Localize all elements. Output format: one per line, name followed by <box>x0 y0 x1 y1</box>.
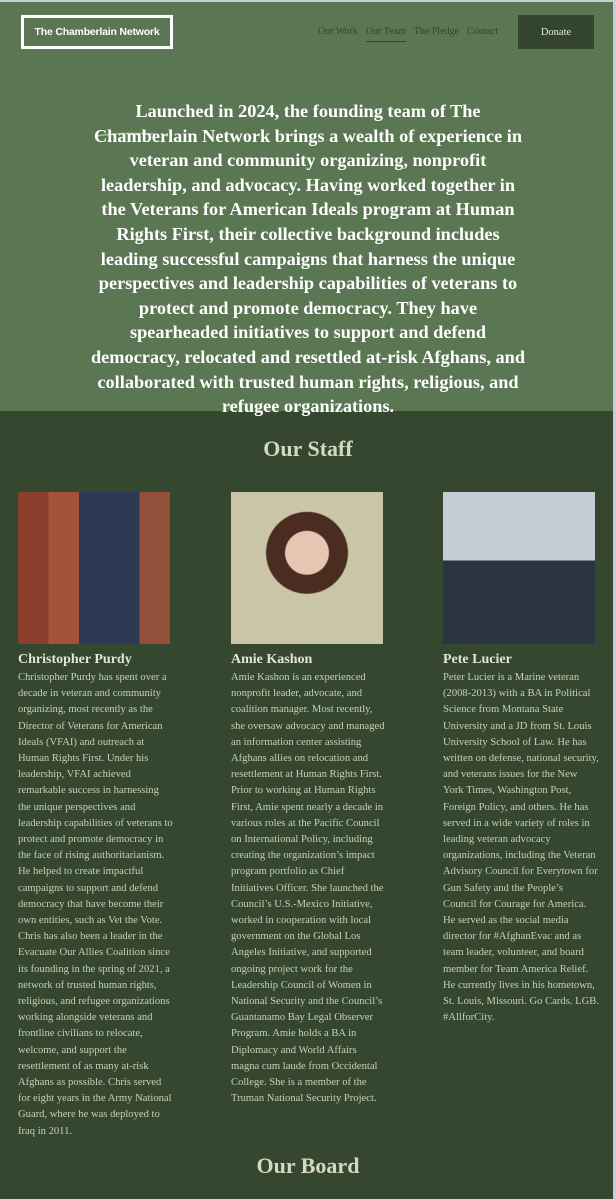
staff-card <box>18 492 174 1140</box>
staff-name: Amie Kashon <box>231 652 313 667</box>
staff-bio: Peter Lucier is a Marine veteran (2008-2013) with a BA in Political Science from Montana State University and a JD from St. Louis University School of Law. He has written on defense, national security, and veterans issues for the New York Times, Washington Post, Foreign Policy, and others. He has served in a wide variety of roles in leading veteran advocacy organizations, including the Veteran Advisory Council for Everytown for Gun Safety and the People’s Council for Courage for America. He served as the social media director for #AfghanEvac and as team leader, volunteer, and board member for Team America Relief. He currently lives in his hometown, St. Louis, Missouri. Go Cards. LGB. #AllforCity. <box>443 672 599 1024</box>
nav-the-pledge[interactable]: The Pledge <box>413 26 460 37</box>
nav-contact[interactable]: Contact <box>467 26 499 37</box>
staff-heading: Our Staff <box>263 436 353 461</box>
logo[interactable]: The Chamberlain Network <box>21 15 173 49</box>
intro-text: Launched in 2024, the founding team of The Chamberlain Network brings a wealth of experience in veteran and community organizing, nonprofit leadership, and advocacy. Having worked together in the Veterans for American Ideals program at Human Rights First, their collective background includes leading successful campaigns that harness the unique perspectives and leadership capabilities of veterans to protect and promote democracy. They have spearheaded initiatives to support and defend democracy, relocated and resettled at-risk Afghans, and collaborated with trusted human rights, religious, and refugee organizations. <box>91 101 525 417</box>
donate-button[interactable]: Donate <box>518 15 594 49</box>
photo-pete-lucier <box>443 492 595 644</box>
hero-section <box>0 0 616 417</box>
staff-name: Christopher Purdy <box>18 652 132 667</box>
photo-christopher-purdy <box>18 492 170 644</box>
photo-amie-kashon <box>231 492 383 644</box>
staff-bio: Amie Kashon is an experienced nonprofit leader, advocate, and coalition manager. Most recently, she oversaw advocacy and managed an information center assisting Afghans allies on relocation and resettlement at Human Rights First. Prior to working at Human Rights First, Amie spent nearly a decade in various roles at the Pacific Council on International Policy, including creating the organization’s impact program portfolio as Chief Initiatives Officer. She launched the Council’s U.S.-Mexico Initiative, worked in cooperation with local government on the Global Los Angeles Initiative, and supported ongoing project work for the Leadership Council of Women in National Security and the Council’s Guantanamo Bay Legal Observer Program. Amie holds a BA in Diplomacy and World Affairs magna cum laude from Occidental College. She is a member of the Truman National Security Project. <box>231 672 385 1105</box>
main-nav <box>318 26 498 42</box>
staff-card <box>443 492 599 1026</box>
staff-card <box>231 492 387 1107</box>
staff-name: Pete Lucier <box>443 652 512 667</box>
nav-our-work[interactable]: Our Work <box>318 26 358 37</box>
staff-bio: Christopher Purdy has spent over a decade in veteran and community organizing, most recently as the Director of Veterans for American Ideals (VFAI) and outreach at Human Rights First. Under his leadership, VFAI achieved remarkable success in harnessing the unique perspectives and leadership capabilities of veterans to protect and promote democracy in the face of rising authoritarianism. He helped to create impactful campaigns to support and defend democracy that have become their own entities, such as Vet the Vote. Chris has also been a leader in the Evacuate Our Allies Coalition since its founding in the spring of 2021, a network of trusted human rights, religious, and refugee organizations working alongside veterans and frontline civilians to relocate, welcome, and support the resettlement of as many at-risk Afghans as possible. Chris served for eight years in the Army National Guard, where he was deployed to Iraq in 2011. <box>18 672 173 1137</box>
board-heading: Our Board <box>256 1153 360 1178</box>
nav-our-team[interactable]: Our Team <box>366 26 406 42</box>
